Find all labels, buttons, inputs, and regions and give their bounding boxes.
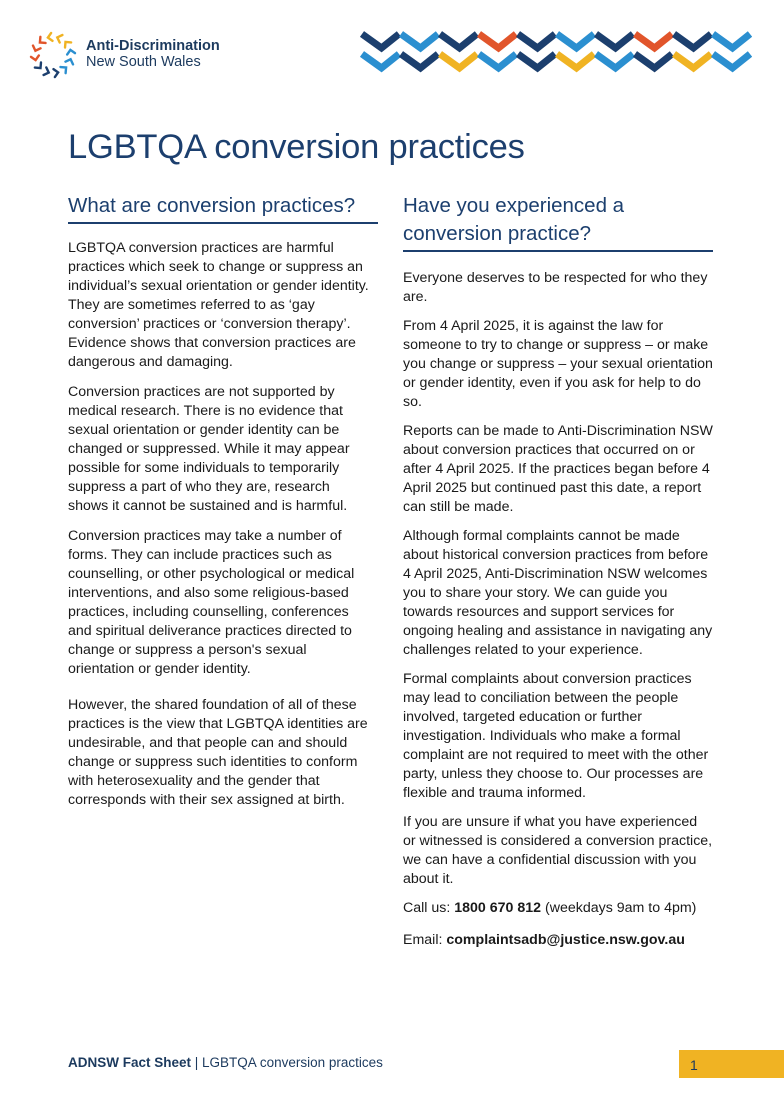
footer [68, 1055, 383, 1070]
call-line [403, 899, 713, 918]
footer-title: ADNSW Fact Sheet [68, 1055, 192, 1070]
page-title: LGBTQA conversion practices [68, 128, 525, 166]
right-paragraph-6: If you are unsure if what you have experienced or witnessed is considered a conversion practice, we can have a confidential discussion with you about it. [403, 814, 713, 887]
left-column [68, 192, 378, 810]
left-heading: What are conversion practices? [68, 192, 378, 224]
adnsw-logo-icon [28, 30, 78, 80]
email-link[interactable]: complaintsadb@justice.nsw.gov.au [446, 932, 685, 948]
call-label: Call us: [403, 900, 451, 916]
left-paragraph-1: LGBTQA conversion practices are harmful practices which seek to change or suppress an individual’s sexual orientation or gender identity. They are sometimes referred to as ‘gay conversion’ practices or ‘conversion therapy’. Evidence shows that conversion practices are dangerous and damaging. [68, 240, 369, 370]
right-paragraph-5: Formal complaints about conversion practices may lead to conciliation between the people involved, targeted education or further investigation. Individuals who make a formal complaint are not required to meet with the other party, unless they choose to. Our processes are flexible and trauma informed. [403, 671, 709, 801]
right-paragraph-4: Although formal complaints cannot be made about historical conversion practices from before 4 April 2025, Anti-Discrimination NSW welcomes you to share your story. We can guide you towards resources and support services for ongoing healing and assistance in navigating any challenges related to your experience. [403, 528, 713, 658]
footer-text: LGBTQA conversion practices [202, 1055, 383, 1070]
email-line [403, 931, 713, 950]
call-hours: (weekdays 9am to 4pm) [545, 900, 697, 916]
right-column [403, 192, 713, 950]
org-name-line1: Anti-Discrimination [86, 38, 220, 54]
right-paragraph-3: Reports can be made to Anti-Discrimination NSW about conversion practices that occurred on or after 4 April 2025. If the practices began before 4 April 2025 but continued past this date, a report can still be made. [403, 423, 713, 515]
right-heading: Have you experienced a conversion practice? [403, 192, 713, 252]
page-number: 1 [690, 1057, 698, 1073]
right-paragraph-2: From 4 April 2025, it is against the law for someone to try to change or suppress – or make you change or suppress – your sexual orientation or gender identity, even if you ask for help to do so. [403, 318, 713, 410]
page-number-box [679, 1050, 784, 1078]
organisation-name [86, 38, 220, 70]
chevron-pattern-icon [360, 28, 752, 80]
left-paragraph-4: However, the shared foundation of all of these practices is the view that LGBTQA identities are undesirable, and that people can and should change or suppress such identities to conform with heterosexuality and the gender that corresponds with their sex assigned at birth. [68, 697, 368, 808]
right-paragraph-1: Everyone deserves to be respected for who they are. [403, 270, 708, 305]
left-paragraph-3: Conversion practices may take a number of forms. They can include practices such as counselling, or other psychological or medical interventions, and also some religious-based practices, including counselling, conferences and spiritual deliverance practices directed to change or suppress a person's sexual orientation or gender identity. [68, 528, 355, 677]
left-paragraph-2: Conversion practices are not supported by medical research. There is no evidence that sexual orientation or gender identity can be changed or suppressed. While it may appear possible for some individuals to temporarily suppress a part of who they are, research shows it cannot be sustained and is harmful. [68, 384, 350, 514]
org-name-line2: New South Wales [86, 54, 201, 70]
footer-separator: | [191, 1055, 203, 1070]
phone-number[interactable]: 1800 670 812 [454, 900, 542, 916]
email-label: Email: [403, 932, 443, 948]
